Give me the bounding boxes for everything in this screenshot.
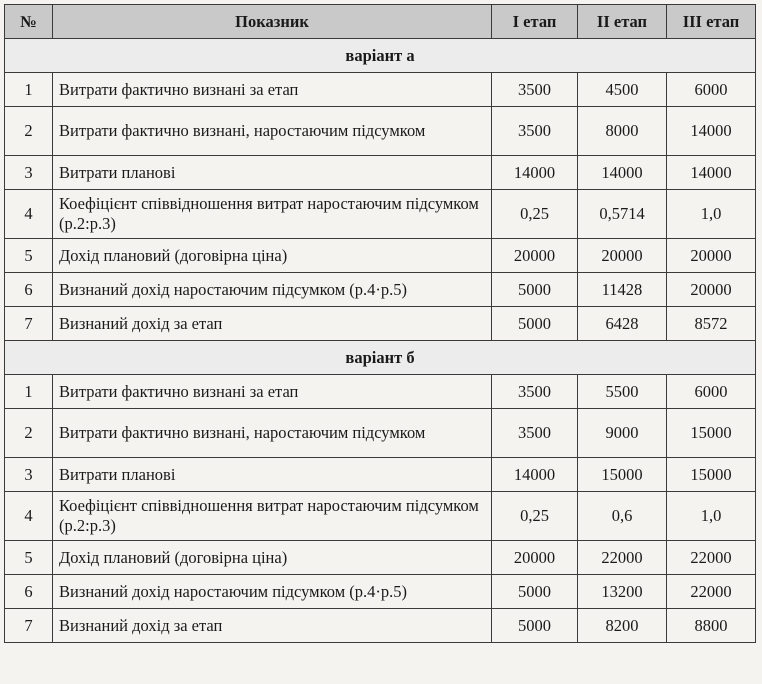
stage-3-value: 20000 (667, 239, 756, 273)
indicator-name: Визнаний дохід за етап (53, 609, 492, 643)
stage-3-value: 1,0 (667, 190, 756, 239)
stage-2-value: 6428 (578, 307, 667, 341)
row-number: 5 (5, 541, 53, 575)
stage-2-value: 8000 (578, 107, 667, 156)
stage-3-value: 8572 (667, 307, 756, 341)
row-number: 1 (5, 375, 53, 409)
stage-1-value: 5000 (492, 575, 578, 609)
table-row (5, 307, 756, 341)
row-number: 7 (5, 609, 53, 643)
row-number: 7 (5, 307, 53, 341)
stage-2-value: 14000 (578, 156, 667, 190)
indicator-name: Визнаний дохід за етап (53, 307, 492, 341)
table-row (5, 409, 756, 458)
row-number: 3 (5, 156, 53, 190)
section-title: варіант а (5, 39, 756, 73)
row-number: 3 (5, 458, 53, 492)
header-indicator: Показник (53, 5, 492, 39)
stage-3-value: 6000 (667, 375, 756, 409)
stage-3-value: 15000 (667, 458, 756, 492)
row-number: 2 (5, 107, 53, 156)
header-stage-3: ІІІ етап (667, 5, 756, 39)
table-row (5, 156, 756, 190)
indicator-name: Витрати фактично визнані, наростаючим підсумком (53, 409, 492, 458)
stage-2-value: 13200 (578, 575, 667, 609)
stage-1-value: 20000 (492, 541, 578, 575)
table-row (5, 190, 756, 239)
row-number: 2 (5, 409, 53, 458)
table-row (5, 73, 756, 107)
table-row (5, 239, 756, 273)
indicators-table (4, 4, 756, 643)
indicator-name: Визнаний дохід наростаючим підсумком (р.4·р.5) (53, 273, 492, 307)
header-stage-1: І етап (492, 5, 578, 39)
header-stage-2: ІІ етап (578, 5, 667, 39)
table-row (5, 575, 756, 609)
stage-1-value: 3500 (492, 107, 578, 156)
indicator-name: Коефіцієнт співвідношення витрат наростаючим підсумком (р.2:р.3) (53, 492, 492, 541)
table-row (5, 609, 756, 643)
indicator-name: Коефіцієнт співвідношення витрат наростаючим підсумком (р.2:р.3) (53, 190, 492, 239)
table-row (5, 375, 756, 409)
stage-2-value: 22000 (578, 541, 667, 575)
stage-1-value: 5000 (492, 307, 578, 341)
row-number: 4 (5, 492, 53, 541)
section-row (5, 39, 756, 73)
table-row (5, 541, 756, 575)
row-number: 6 (5, 575, 53, 609)
stage-2-value: 15000 (578, 458, 667, 492)
row-number: 1 (5, 73, 53, 107)
stage-2-value: 20000 (578, 239, 667, 273)
header-row (5, 5, 756, 39)
stage-2-value: 4500 (578, 73, 667, 107)
row-number: 4 (5, 190, 53, 239)
stage-3-value: 1,0 (667, 492, 756, 541)
indicator-name: Витрати фактично визнані, наростаючим підсумком (53, 107, 492, 156)
table-row (5, 458, 756, 492)
stage-3-value: 22000 (667, 541, 756, 575)
section-row (5, 341, 756, 375)
indicator-name: Визнаний дохід наростаючим підсумком (р.4·р.5) (53, 575, 492, 609)
stage-2-value: 0,6 (578, 492, 667, 541)
stage-3-value: 8800 (667, 609, 756, 643)
table-body (5, 39, 756, 643)
stage-3-value: 6000 (667, 73, 756, 107)
indicator-name: Дохід плановий (договірна ціна) (53, 541, 492, 575)
stage-1-value: 3500 (492, 409, 578, 458)
section-title: варіант б (5, 341, 756, 375)
stage-1-value: 0,25 (492, 190, 578, 239)
stage-3-value: 14000 (667, 156, 756, 190)
stage-2-value: 0,5714 (578, 190, 667, 239)
stage-3-value: 20000 (667, 273, 756, 307)
stage-3-value: 22000 (667, 575, 756, 609)
indicator-name: Витрати планові (53, 458, 492, 492)
header-number: № (5, 5, 53, 39)
indicator-name: Дохід плановий (договірна ціна) (53, 239, 492, 273)
row-number: 6 (5, 273, 53, 307)
table-row (5, 492, 756, 541)
stage-2-value: 8200 (578, 609, 667, 643)
stage-2-value: 11428 (578, 273, 667, 307)
indicator-name: Витрати фактично визнані за етап (53, 375, 492, 409)
stage-1-value: 20000 (492, 239, 578, 273)
stage-1-value: 0,25 (492, 492, 578, 541)
indicator-name: Витрати фактично визнані за етап (53, 73, 492, 107)
table-row (5, 107, 756, 156)
stage-1-value: 14000 (492, 458, 578, 492)
stage-2-value: 9000 (578, 409, 667, 458)
stage-1-value: 14000 (492, 156, 578, 190)
stage-1-value: 5000 (492, 609, 578, 643)
row-number: 5 (5, 239, 53, 273)
stage-1-value: 5000 (492, 273, 578, 307)
stage-3-value: 14000 (667, 107, 756, 156)
indicator-name: Витрати планові (53, 156, 492, 190)
table-row (5, 273, 756, 307)
stage-1-value: 3500 (492, 375, 578, 409)
stage-1-value: 3500 (492, 73, 578, 107)
stage-3-value: 15000 (667, 409, 756, 458)
stage-2-value: 5500 (578, 375, 667, 409)
